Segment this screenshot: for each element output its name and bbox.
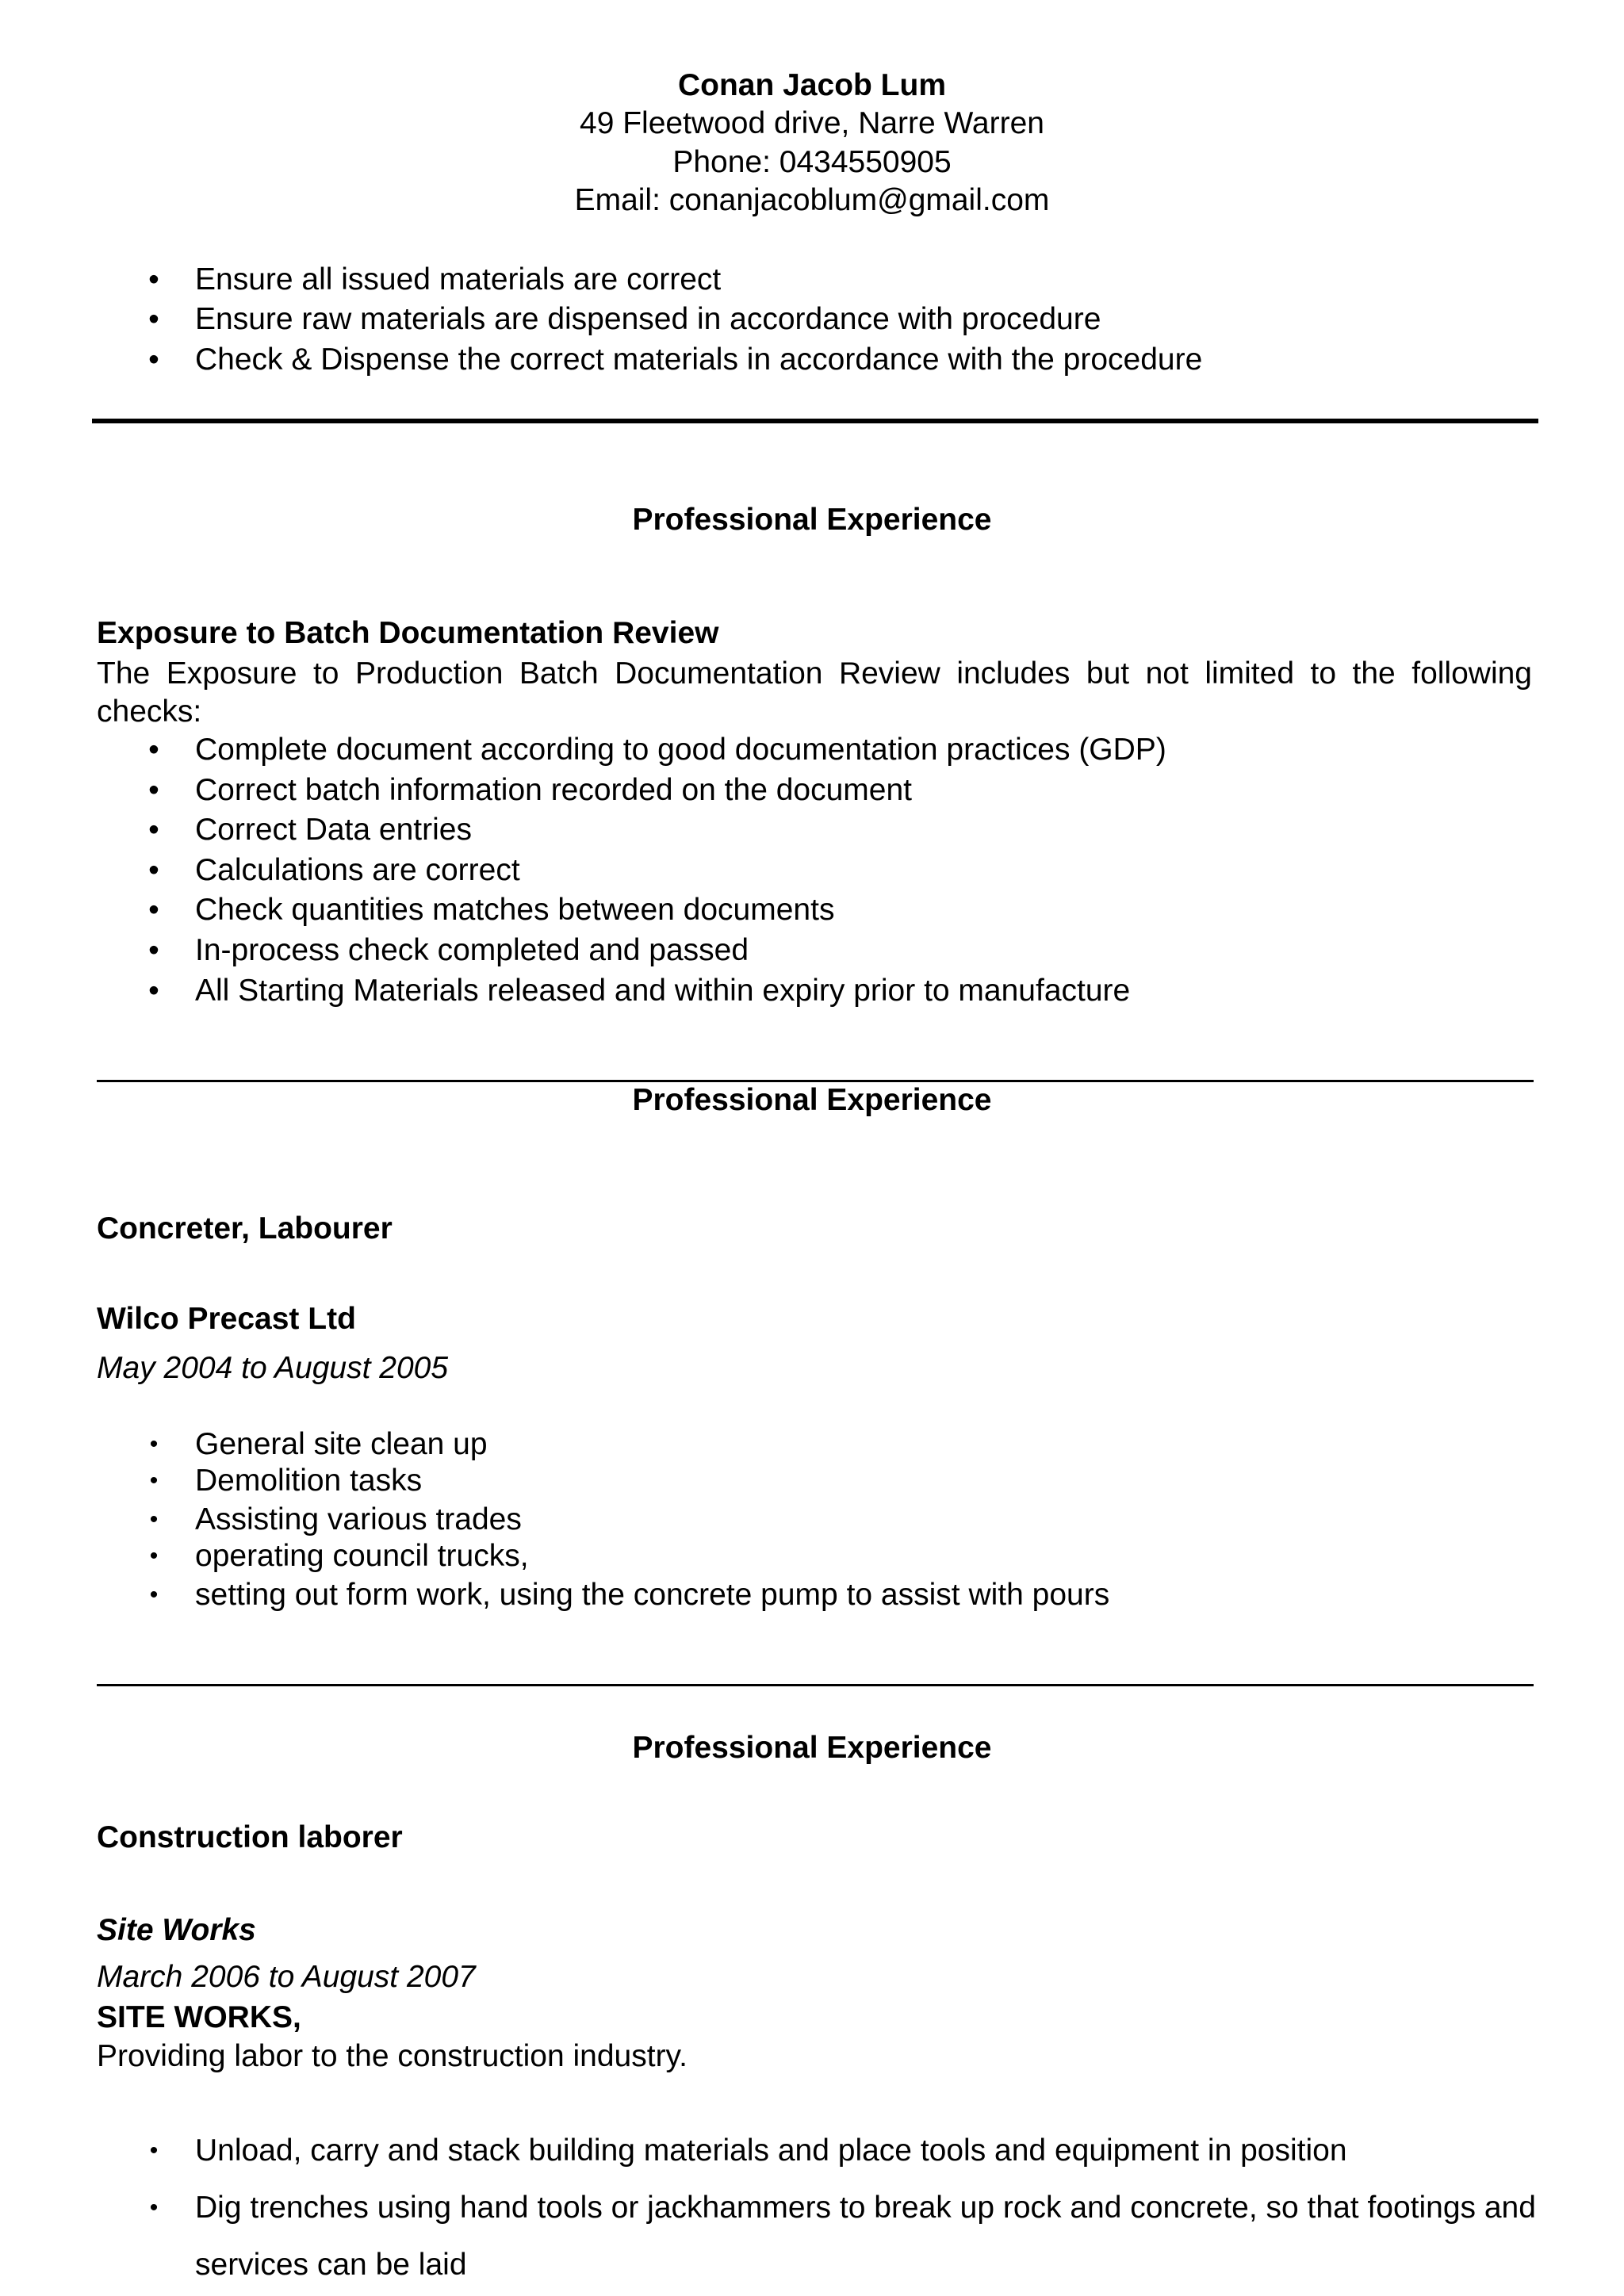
bullet-icon: • — [148, 853, 159, 887]
bullet-icon: • — [149, 1431, 159, 1457]
bullet-icon: • — [148, 733, 159, 767]
bullet-icon: • — [149, 1582, 159, 1608]
bullet-icon: • — [148, 813, 159, 847]
job-title: Construction laborer — [97, 1820, 403, 1854]
bullet-icon: • — [148, 302, 159, 336]
bullet-icon: • — [149, 1506, 159, 1533]
section-divider — [97, 1684, 1534, 1686]
applicant-address: 49 Fleetwood drive, Narre Warren — [580, 106, 1044, 140]
bullet-icon: • — [148, 893, 159, 927]
bullet-icon: • — [149, 1468, 159, 1494]
bullet-icon: • — [148, 974, 159, 1008]
bullet-icon: • — [148, 342, 159, 377]
bullet-icon: • — [148, 933, 159, 967]
bullet-icon: • — [148, 262, 159, 297]
company-name: Wilco Precast Ltd — [97, 1302, 356, 1336]
employment-dates: May 2004 to August 2005 — [97, 1351, 449, 1385]
employment-dates: March 2006 to August 2007 — [97, 1960, 476, 1994]
section-heading: Professional Experience — [632, 503, 992, 537]
applicant-phone: Phone: 0434550905 — [672, 145, 952, 179]
bullet-icon: • — [149, 2137, 159, 2164]
bullet-icon: • — [149, 2195, 159, 2221]
section-divider — [92, 419, 1538, 423]
applicant-name: Conan Jacob Lum — [677, 68, 947, 102]
job-title: Exposure to Batch Documentation Review — [97, 616, 719, 650]
job-description: The Exposure to Production Batch Documentation Review includes but not limited to the following checks: — [97, 656, 1532, 729]
bullet-icon: • — [148, 773, 159, 807]
resume-page: Conan Jacob Lum 49 Fleetwood drive, Narre Warren Phone: 0434550905 Email: conanjacoblum@gmail.com • Ensure all issued materials are correct • Ensure raw materials are dispensed in accordance with procedure • Check & Dispense the correct materials in accordance with the procedure Professional Experience Exposure to Batch Documentation Review The Exposure to Production Batch Documentation Review includes but not limited to the following checks: • Complete document according to good documentation practices (GDP) • Correct batch information recorded on the document • Correct Data entries • Calculations are correct • Check quantities matches between documents • In-process check completed and passed • All Starting Materials released and within expiry prior to manufacture Professional Experience Concreter, Labourer Wilco Precast Ltd May 2004 to August 2005 • General site clean up • Demolition tasks • Assisting various trades • operating council trucks, • setting out form work, using the concrete pump to assist with pours Professional Experience Construction laborer Site Works March 2006 to August 2007 SITE WORKS, Providing labor to the construction industry. • Unload, carry and stack building materials and place tools and equipment in position • Dig trenches using hand tools or jackhammers to break up rock and concrete, so that footings and services can be laid — [0, 0, 1624, 2296]
company-name-caps: SITE WORKS, — [97, 2000, 301, 2034]
section-heading: Professional Experience — [632, 1731, 992, 1765]
applicant-email: Email: conanjacoblum@gmail.com — [574, 183, 1050, 217]
company-name: Site Works — [97, 1913, 256, 1947]
section-heading: Professional Experience — [632, 1083, 992, 1117]
job-description: Providing labor to the construction industry. — [97, 2039, 688, 2073]
job-title: Concreter, Labourer — [97, 1211, 393, 1246]
bullet-icon: • — [149, 1543, 159, 1569]
